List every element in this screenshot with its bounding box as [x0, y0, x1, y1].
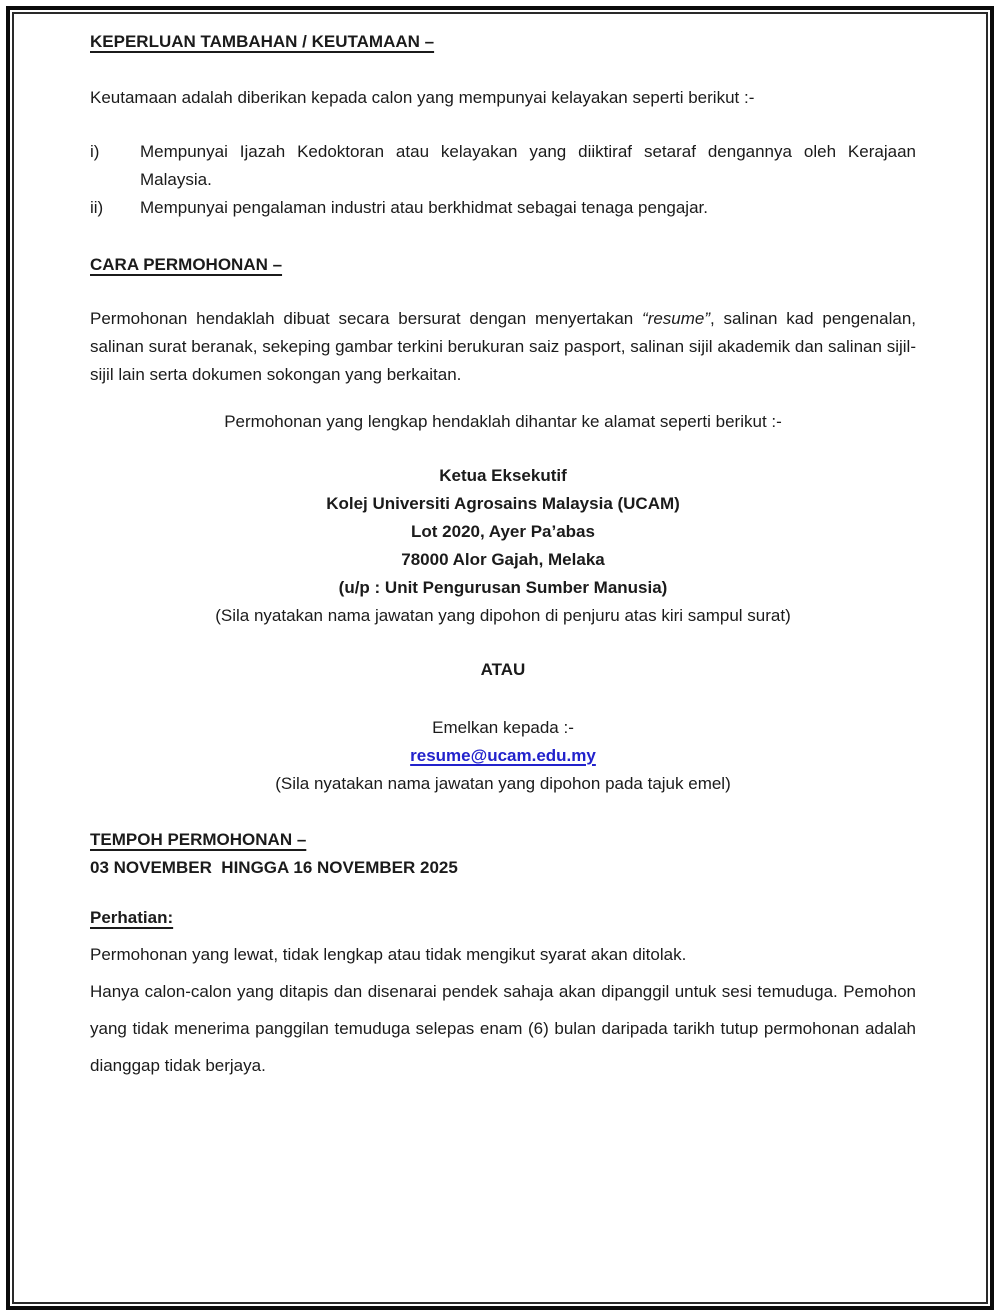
- list-item-text: Mempunyai pengalaman industri atau berkhidmat sebagai tenaga pengajar.: [140, 198, 708, 217]
- notice-section: [90, 899, 916, 1084]
- list-item: [90, 194, 916, 222]
- requirements-list: [90, 138, 916, 222]
- resume-italic-word: “resume”: [642, 309, 711, 328]
- section-heading-cara-permohonan: CARA PERMOHONAN –: [90, 255, 283, 274]
- address-line-attention: (u/p : Unit Pengurusan Sumber Manusia): [338, 578, 668, 597]
- email-intro-line: Emelkan kepada :-: [432, 718, 574, 737]
- section-heading-tempoh-permohonan: TEMPOH PERMOHONAN –: [90, 830, 307, 849]
- or-separator-label: ATAU: [480, 660, 526, 679]
- send-to-address-line: Permohonan yang lengkap hendaklah dihantar ke alamat seperti berikut :-: [224, 412, 782, 431]
- email-block: [90, 714, 916, 798]
- email-link[interactable]: resume@ucam.edu.my: [410, 746, 596, 765]
- cara-permohonan-paragraph: [90, 305, 916, 389]
- notice-line-rejection: Permohonan yang lewat, tidak lengkap atau tidak mengikut syarat akan ditolak.: [90, 945, 687, 964]
- paragraph-text-after-italic: , salinan kad pengenalan, salinan surat beranak, sekeping gambar terkini berukuran saiz pasport, salinan sijil akademik dan salinan sijil-sijil lain serta dokumen sokongan yang berkaitan.: [90, 309, 917, 384]
- email-note: (Sila nyatakan nama jawatan yang dipohon pada tajuk emel): [275, 774, 731, 793]
- address-line-lot: Lot 2020, Ayer Pa’abas: [411, 522, 595, 541]
- address-line-city: 78000 Alor Gajah, Melaka: [401, 550, 605, 569]
- mailing-address-block: [90, 462, 916, 630]
- address-line-recipient: Ketua Eksekutif: [439, 466, 567, 485]
- list-item: [90, 138, 916, 194]
- list-item-marker: ii): [90, 198, 104, 217]
- paragraph-text-before-italic: Permohonan hendaklah dibuat secara bersurat dengan menyertakan: [90, 309, 643, 328]
- keutamaan-intro-paragraph: Keutamaan adalah diberikan kepada calon yang mempunyai kelayakan seperti berikut :-: [90, 88, 755, 107]
- list-item-text: Mempunyai Ijazah Kedoktoran atau kelayakan yang diiktiraf setaraf dengannya oleh Kerajaan Malaysia.: [140, 142, 916, 189]
- section-heading-keperluan-tambahan: KEPERLUAN TAMBAHAN / KEUTAMAAN –: [90, 32, 435, 51]
- list-item-marker: i): [90, 142, 100, 161]
- application-period-dates: 03 NOVEMBER HINGGA 16 NOVEMBER 2025: [90, 858, 458, 877]
- address-line-institution: Kolej Universiti Agrosains Malaysia (UCAM): [326, 494, 680, 513]
- document-page: [12, 12, 988, 1304]
- notice-heading: Perhatian:: [90, 908, 174, 927]
- notice-paragraph-shortlist: Hanya calon-calon yang ditapis dan disenarai pendek sahaja akan dipanggil untuk sesi temuduga. Pemohon yang tidak menerima panggilan temuduga selepas enam (6) bulan daripada tarikh tutup permohonan adalah dianggap tidak berjaya.: [90, 982, 916, 1075]
- address-note: (Sila nyatakan nama jawatan yang dipohon di penjuru atas kiri sampul surat): [215, 606, 791, 625]
- document-border-outer: [6, 6, 994, 1310]
